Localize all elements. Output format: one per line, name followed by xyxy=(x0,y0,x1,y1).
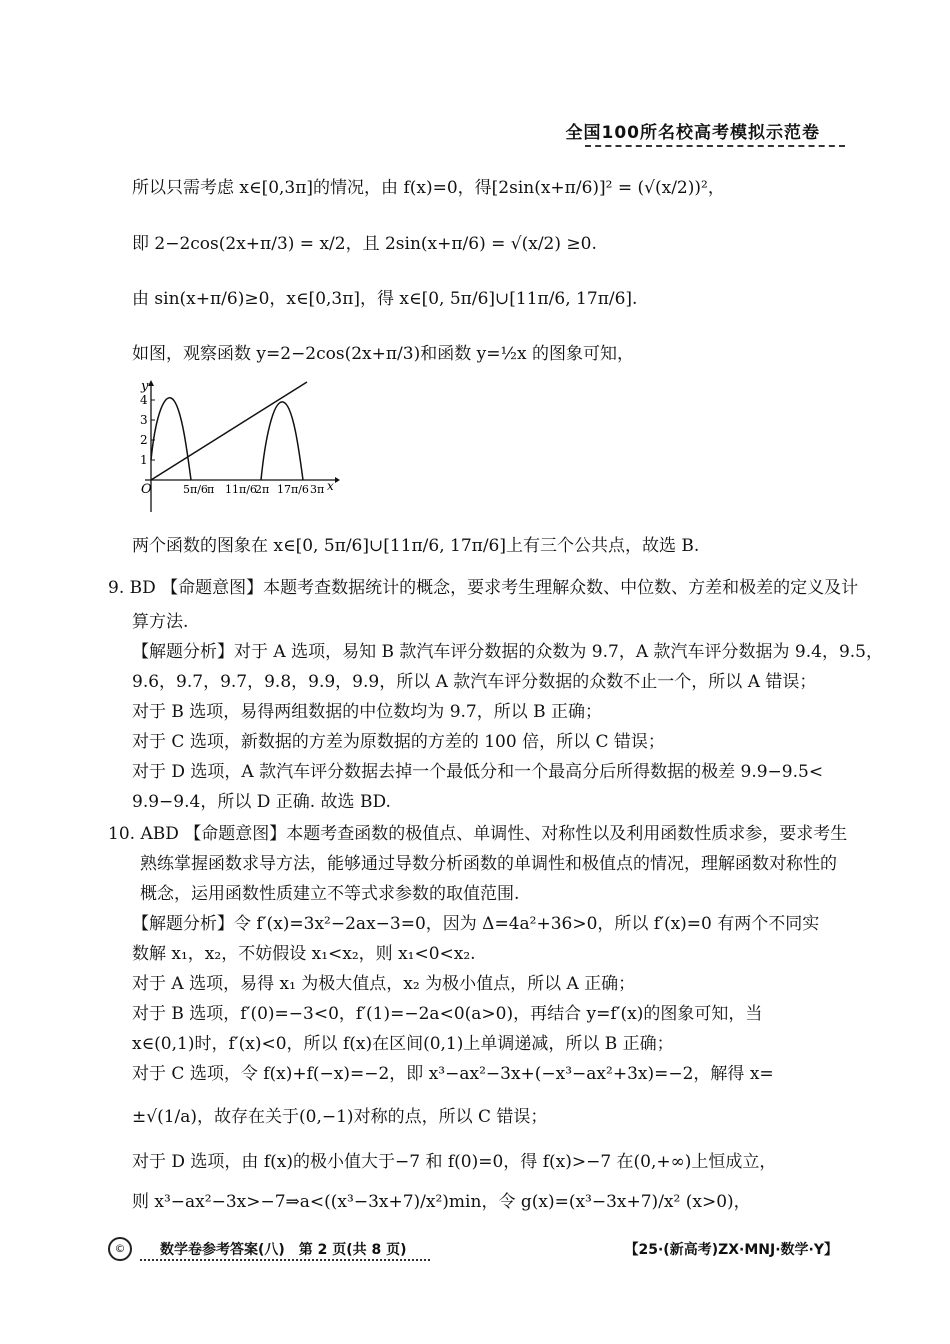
x-tick-5pi6: 5π/6 xyxy=(183,483,208,496)
question-10-intent: 10. ABD 【命题意图】本题考查函数的极值点、单调性、对称性以及利用函数性质求参，要求考生 xyxy=(108,824,848,844)
y-tick-4: 4 xyxy=(140,393,148,407)
text-line-5: 两个函数的图象在 x∈[0, 5π/6]∪[11π/6, 17π/6]上有三个公共点，故选 B. xyxy=(132,536,700,556)
text-line-4: 如图，观察函数 y=2−2cos(2x+π/3)和函数 y=½x 的图象可知， xyxy=(132,344,634,364)
x-tick-2pi: 2π xyxy=(255,483,270,496)
footer-exam-code: 【25·(新高考)ZX·MNJ·数学·Y】 xyxy=(624,1242,838,1258)
text-line-19: 对于 A 选项，易得 x₁ 为极大值点，x₂ 为极小值点，所以 A 正确； xyxy=(132,974,636,994)
y-axis-arrow-icon xyxy=(148,380,154,386)
x-tick-11pi6: 11π/6 xyxy=(225,483,257,496)
header-title: 全国100所名校高考模拟示范卷 xyxy=(565,123,820,143)
text-line-22: 对于 C 选项，令 f(x)+f(−x)=−2，即 x³−ax²−3x+(−x³−ax²+3x)=−2，解得 x= xyxy=(132,1064,774,1084)
text-line-1: 所以只需考虑 x∈[0,3π]的情况，由 f(x)=0，得[2sin(x+π/6)]² = (√(x/2))²， xyxy=(132,178,725,198)
function-graph xyxy=(125,380,340,515)
origin-label: O xyxy=(141,482,152,497)
text-line-16: 概念，运用函数性质建立不等式求参数的取值范围. xyxy=(140,884,520,904)
text-line-10: 对于 B 选项，易得两组数据的中位数均为 9.7，所以 B 正确； xyxy=(132,702,603,722)
x-tick-17pi6: 17π/6 xyxy=(277,483,309,496)
x-tick-pi: π xyxy=(207,483,215,496)
publisher-logo-icon: © xyxy=(108,1237,132,1261)
text-line-7: 算方法. xyxy=(132,612,189,632)
text-line-25: 则 x³−ax²−3x>−7⇒a<((x³−3x+7)/x²)min，令 g(x)=(x³−3x+7)/x² (x>0)， xyxy=(132,1192,751,1212)
x-axis-arrow-icon xyxy=(335,477,340,483)
footer-rule xyxy=(140,1259,430,1261)
text-line-11: 对于 C 选项，新数据的方差为原数据的方差的 100 倍，所以 C 错误； xyxy=(132,732,665,752)
header-rule xyxy=(585,145,845,147)
text-line-9: 9.6，9.7，9.7，9.8，9.9，9.9，所以 A 款汽车评分数据的众数不止一个，所以 A 错误； xyxy=(132,672,817,692)
footer-page-info: 数学卷参考答案(八) 第 2 页(共 8 页) xyxy=(160,1242,407,1258)
text-line-18: 数解 x₁，x₂，不妨假设 x₁<x₂，则 x₁<0<x₂. xyxy=(132,944,476,964)
x-axis-label: x xyxy=(327,479,334,493)
text-line-8: 【解题分析】对于 A 选项，易知 B 款汽车评分数据的众数为 9.7，A 款汽车评分数据为 9.4，9.5， xyxy=(132,642,883,662)
cosine-curve-hump-2 xyxy=(261,402,303,480)
y-tick-1: 1 xyxy=(140,453,148,467)
linear-function-line xyxy=(151,382,307,480)
y-axis-label: y xyxy=(141,380,149,394)
x-tick-3pi: 3π xyxy=(310,483,325,496)
text-line-21: x∈(0,1)时，f′(x)<0，所以 f(x)在区间(0,1)上单调递减，所以 B 正确； xyxy=(132,1034,674,1054)
page-footer xyxy=(0,1237,950,1267)
text-line-17: 【解题分析】令 f′(x)=3x²−2ax−3=0，因为 Δ=4a²+36>0，所以 f′(x)=0 有两个不同实 xyxy=(132,914,820,934)
text-line-13: 9.9−9.4，所以 D 正确. 故选 BD. xyxy=(132,792,391,812)
text-line-3: 由 sin(x+π/6)≥0，x∈[0,3π]，得 x∈[0, 5π/6]∪[11π/6, 17π/6]. xyxy=(132,289,638,309)
text-line-23: ±√(1/a)，故存在关于(0,−1)对称的点，所以 C 错误； xyxy=(132,1107,548,1127)
y-tick-2: 2 xyxy=(140,433,148,447)
text-line-15: 熟练掌握函数求导方法，能够通过导数分析函数的单调性和极值点的情况，理解函数对称性的 xyxy=(140,854,837,874)
y-tick-3: 3 xyxy=(140,413,148,427)
text-line-12: 对于 D 选项，A 款汽车评分数据去掉一个最低分和一个最高分后所得数据的极差 9.9−9.5< xyxy=(132,762,824,782)
text-line-24: 对于 D 选项，由 f(x)的极小值大于−7 和 f(0)=0，得 f(x)>−7 在(0,+∞)上恒成立， xyxy=(132,1152,777,1172)
text-line-20: 对于 B 选项，f′(0)=−3<0，f′(1)=−2a<0(a>0)，再结合 y=f′(x)的图象可知，当 xyxy=(132,1004,763,1024)
question-9-intent: 9. BD 【命题意图】本题考查数据统计的概念，要求考生理解众数、中位数、方差和极差的定义及计 xyxy=(108,578,859,598)
text-line-2: 即 2−2cos(2x+π/3) = x/2，且 2sin(x+π/6) = √(x/2) ≥0. xyxy=(132,234,597,254)
